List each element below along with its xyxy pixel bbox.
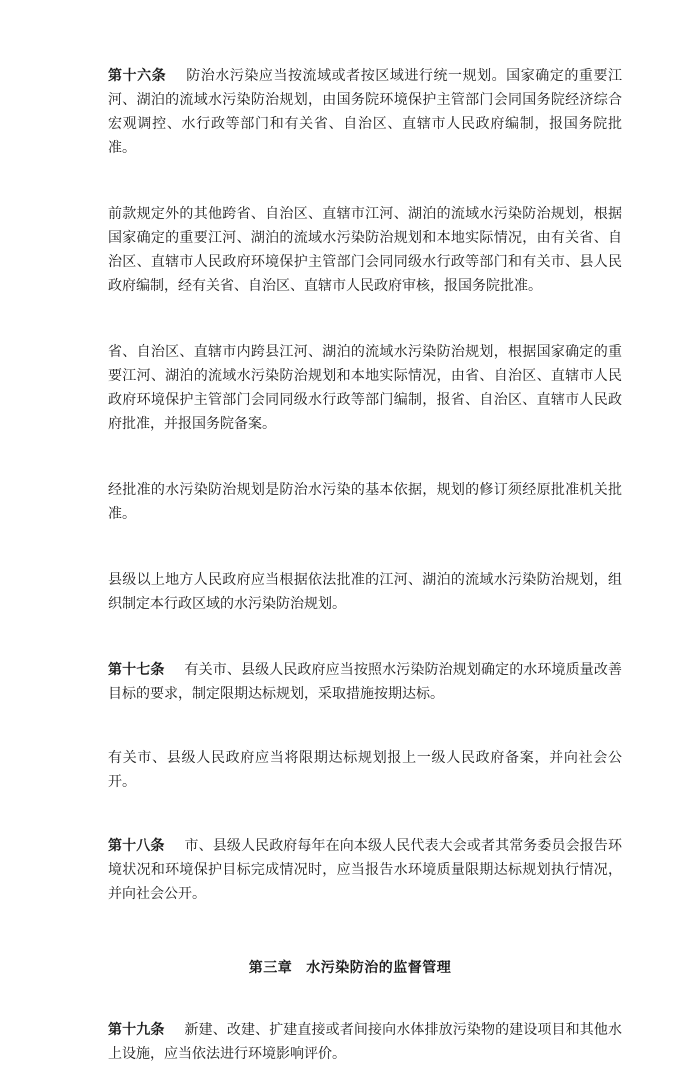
chapter-heading	[78, 956, 622, 980]
chapter-number: 第三章	[248, 960, 293, 976]
article-17-label: 第十七条	[108, 662, 165, 678]
article-17-paragraph-2: 有关市、县级人民政府应当将限期达标规划报上一级人民政府备案，并向社会公开。	[108, 750, 622, 790]
article-16-paragraph-5: 县级以上地方人民政府应当根据依法批准的江河、湖泊的流域水污染防治规划，组织制定本行政区域的水污染防治规划。	[108, 572, 622, 612]
article-17-text: 有关市、县级人民政府应当按照水污染防治规划确定的水环境质量改善目标的要求，制定限期达标规划，采取措施按期达标。	[108, 662, 623, 702]
article-16-paragraph-2: 前款规定外的其他跨省、自治区、直辖市江河、湖泊的流域水污染防治规划，根据国家确定的重要江河、湖泊的流域水污染防治规划和本地实际情况，由有关省、自治区、直辖市人民政府环境保护主管部门会同同级水行政等部门和有关市、县人民政府编制，经有关省、自治区、直辖市人民政府审核，报国务院批准。	[108, 206, 622, 294]
article-16-text: 防治水污染应当按流域或者按区域进行统一规划。国家确定的重要江河、湖泊的流域水污染防治规划，由国务院环境保护主管部门会同国务院经济综合宏观调控、水行政等部门和有关省、自治区、直辖市人民政府编制，报国务院批准。	[108, 68, 623, 156]
article-19	[108, 1018, 622, 1066]
article-16	[108, 64, 622, 160]
article-18	[108, 834, 622, 906]
article-16-label: 第十六条	[108, 68, 167, 84]
article-19-text: 新建、改建、扩建直接或者间接向水体排放污染物的建设项目和其他水上设施，应当依法进行环境影响评价。	[108, 1022, 623, 1062]
chapter-title: 水污染防治的监督管理	[306, 960, 452, 976]
article-16-paragraph-3: 省、自治区、直辖市内跨县江河、湖泊的流域水污染防治规划，根据国家确定的重要江河、湖泊的流域水污染防治规划和本地实际情况，由省、自治区、直辖市人民政府环境保护主管部门会同同级水行政等部门编制，报省、自治区、直辖市人民政府批准，并报国务院备案。	[108, 344, 622, 432]
article-19-label: 第十九条	[108, 1022, 165, 1038]
article-18-label: 第十八条	[108, 838, 165, 854]
article-16-paragraph-4: 经批准的水污染防治规划是防治水污染的基本依据，规划的修订须经原批准机关批准。	[108, 482, 622, 522]
article-17	[108, 658, 622, 706]
article-18-text: 市、县级人民政府每年在向本级人民代表大会或者其常务委员会报告环境状况和环境保护目标完成情况时，应当报告水环境质量限期达标规划执行情况，并向社会公开。	[108, 838, 623, 902]
